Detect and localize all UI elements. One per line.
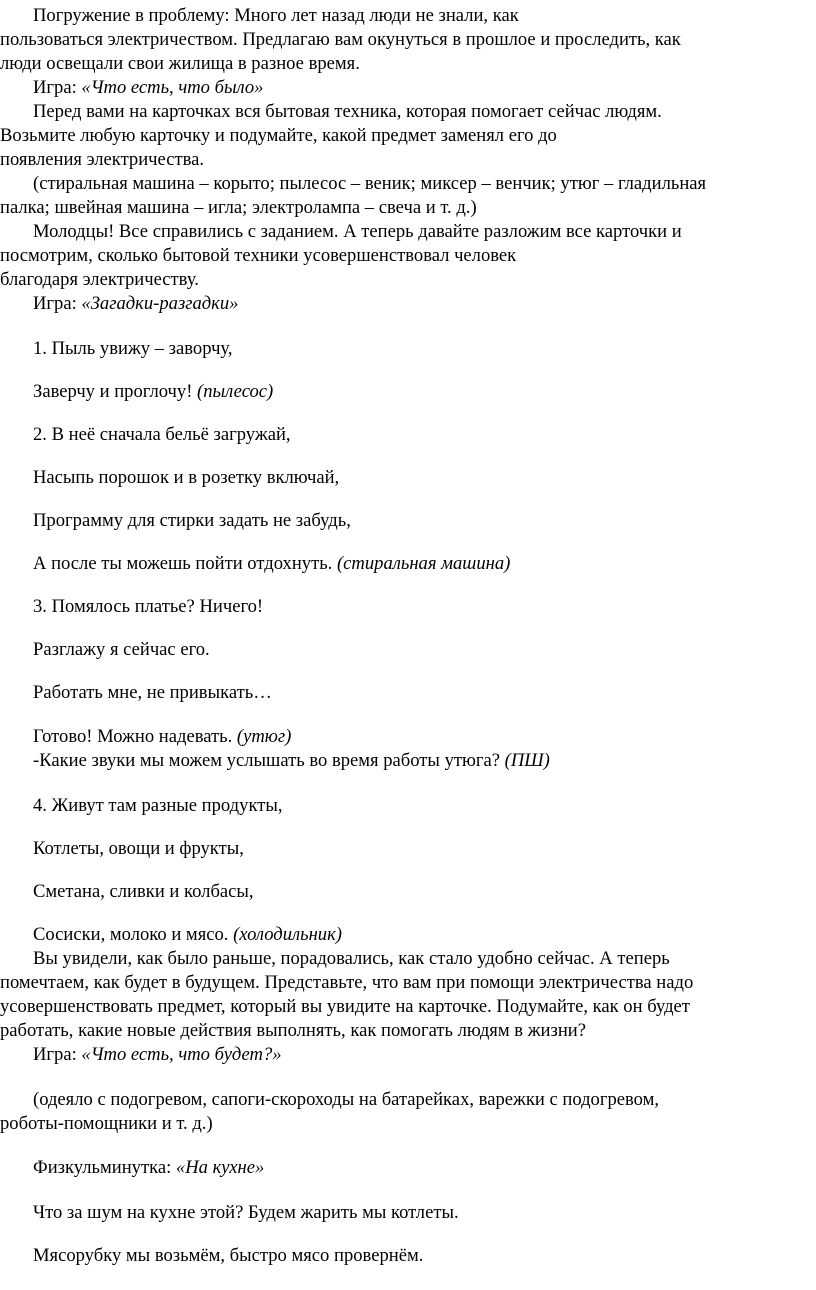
- riddle-text: А после ты можешь пойти отдохнуть.: [33, 553, 337, 574]
- riddle-4-line-4: [33, 923, 342, 947]
- future-line-1: Вы увидели, как было раньше, порадовались, как стало удобно сейчас. А теперь: [33, 948, 670, 969]
- future-line-4: работать, какие новые действия выполнять, как помогать людям в жизни?: [0, 1020, 587, 1041]
- cards-line-2: Возьмите любую карточку и подумайте, какой предмет заменял его до: [0, 125, 557, 146]
- riddle-4-line-1: 4. Живут там разные продукты,: [33, 795, 283, 816]
- future-line-2: помечтаем, как будет в будущем. Представьте, что вам при помощи электричества надо: [0, 972, 694, 993]
- game-heading-2: [33, 292, 238, 316]
- examples-line-1: (стиральная машина – корыто; пылесос – веник; миксер – венчик; утюг – гладильная: [33, 173, 707, 194]
- future-line-3: усовершенствовать предмет, который вы увидите на карточке. Подумайте, как он будет: [0, 996, 690, 1017]
- phys-label: Физкульминутка:: [33, 1157, 176, 1178]
- riddle-answer: (холодильник): [233, 924, 342, 945]
- riddle-answer: (пылесос): [197, 381, 274, 402]
- iron-sound-question: [33, 749, 550, 773]
- riddle-text: Готово! Можно надевать.: [33, 726, 237, 747]
- riddle-4-line-2: Котлеты, овощи и фрукты,: [33, 838, 244, 859]
- intro-line-2: пользоваться электричеством. Предлагаю вам окунуться в прошлое и проследить, как: [0, 29, 681, 50]
- future-examples-line-1: (одеяло с подогревом, сапоги-скороходы на батарейках, варежки с подогревом,: [33, 1089, 660, 1110]
- praise-line-2: посмотрим, сколько бытовой техники усовершенствовал человек: [0, 245, 517, 266]
- future-examples-line-2: роботы-помощники и т. д.): [0, 1113, 213, 1134]
- riddle-3-line-2: Разглажу я сейчас его.: [33, 639, 210, 660]
- riddle-1-line-1: 1. Пыль увижу – заворчу,: [33, 338, 233, 359]
- game-title: «Загадки-разгадки»: [81, 293, 239, 314]
- game-title: «Что есть, что будет?»: [81, 1044, 282, 1065]
- phys-break-heading: [33, 1156, 264, 1180]
- riddle-text: Заверчу и проглочу!: [33, 381, 198, 402]
- riddle-2-line-4: [33, 552, 510, 576]
- riddle-3-line-3: Работать мне, не привыкать…: [33, 682, 272, 703]
- praise-line-1: Молодцы! Все справились с заданием. А теперь давайте разложим все карточки и: [33, 221, 682, 242]
- riddle-answer: (стиральная машина): [336, 553, 511, 574]
- game-heading-3: [33, 1043, 282, 1067]
- riddle-4-line-3: Сметана, сливки и колбасы,: [33, 881, 254, 902]
- question-text: -Какие звуки мы можем услышать во время работы утюга?: [33, 750, 505, 771]
- riddle-3-line-1: 3. Помялось платье? Ничего!: [33, 596, 264, 617]
- riddle-1-line-2: [33, 380, 273, 404]
- poem-line-1: Что за шум на кухне этой? Будем жарить мы котлеты.: [33, 1202, 459, 1223]
- riddle-2-line-2: Насыпь порошок и в розетку включай,: [33, 467, 340, 488]
- game-heading-1: [33, 76, 263, 100]
- cards-line-1: Перед вами на карточках вся бытовая техника, которая помогает сейчас людям.: [33, 101, 662, 122]
- game-label: Игра:: [33, 293, 82, 314]
- praise-line-3: благодаря электричеству.: [0, 269, 199, 290]
- cards-line-3: появления электричества.: [0, 149, 205, 170]
- intro-line-1: Погружение в проблему: Много лет назад люди не знали, как: [33, 5, 519, 26]
- riddle-answer: (утюг): [236, 726, 292, 747]
- examples-line-2: палка; швейная машина – игла; электролампа – свеча и т. д.): [0, 197, 477, 218]
- game-label: Игра:: [33, 1044, 82, 1065]
- riddle-3-line-4: [33, 725, 291, 749]
- game-title: «Что есть, что было»: [81, 77, 264, 98]
- poem-line-2: Мясорубку мы возьмём, быстро мясо провернём.: [33, 1245, 424, 1266]
- riddle-2-line-1: 2. В неё сначала бельё загружай,: [33, 424, 291, 445]
- intro-line-3: люди освещали свои жилища в разное время.: [0, 53, 360, 74]
- game-label: Игра:: [33, 77, 82, 98]
- question-answer: (ПШ): [504, 750, 550, 771]
- phys-title: «На кухне»: [175, 1157, 265, 1178]
- riddle-2-line-3: Программу для стирки задать не забудь,: [33, 510, 351, 531]
- riddle-text: Сосиски, молоко и мясо.: [33, 924, 234, 945]
